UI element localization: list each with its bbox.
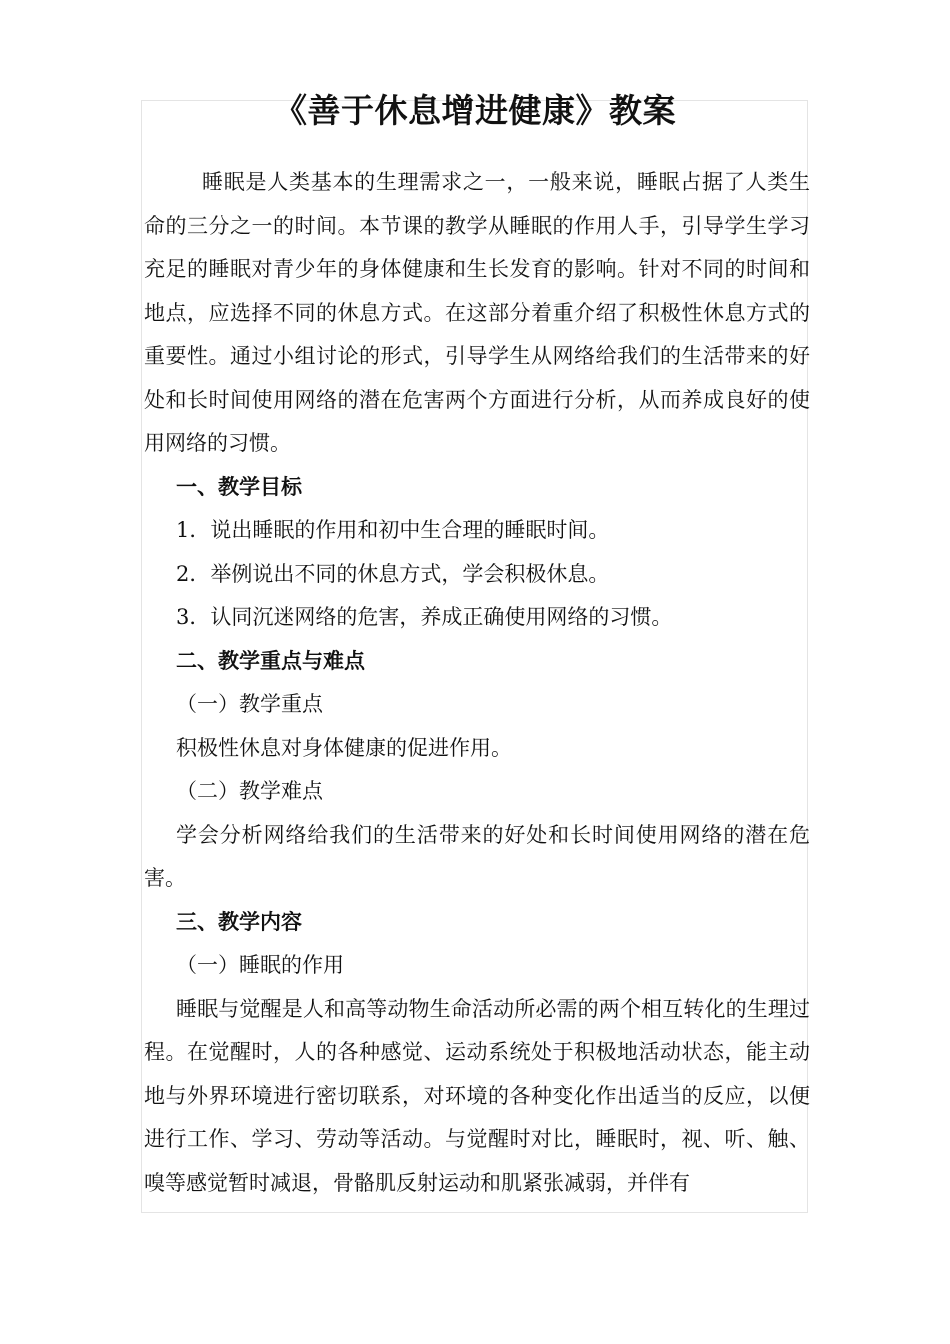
document-body (144, 161, 810, 1205)
key-point-text: 积极性休息对身体健康的促进作用。 (176, 735, 512, 760)
difficulty-text: 学会分析网络给我们的生活带来的好处和长时间使用网络的潜在危害。 (144, 822, 810, 890)
objective-item-2: 2．举例说出不同的休息方式，学会积极休息。 (176, 561, 610, 586)
subheading-sleep-function: （一）睡眠的作用 (176, 953, 344, 977)
objective-item-1: 1．说出睡眠的作用和初中生合理的睡眠时间。 (176, 518, 610, 542)
document-title: 《善于休息增进健康》教案 (274, 91, 676, 130)
sleep-function-text: 睡眠与觉醒是人和高等动物生命活动所必需的两个相互转化的生理过程。在觉醒时，人的各种感觉、运动系统处于积极地活动状态，能主动地与外界环境进行密切联系，对环境的各种变化作出适当的反应，以便进行工作、学习、劳动等活动。与觉醒时对比，睡眠时，视、听、触、嗅等感觉暂时减退，骨骼肌反射运动和肌紧张减弱，并伴有 (144, 996, 810, 1195)
section-heading-content: 三、教学内容 (176, 909, 302, 934)
intro-paragraph: 睡眠是人类基本的生理需求之一，一般来说，睡眠占据了人类生命的三分之一的时间。本节课的教学从睡眠的作用人手，引导学生学习充足的睡眠对青少年的身体健康和生长发育的影响。针对不同的时间和地点，应选择不同的休息方式。在这部分着重介绍了积极性休息方式的重要性。通过小组讨论的形式，引导学生从网络给我们的生活带来的好处和长时间使用网络的潜在危害两个方面进行分析，从而养成良好的使用网络的习惯。 (144, 170, 810, 455)
subheading-difficulty: （二）教学难点 (176, 779, 323, 803)
section-heading-objectives: 一、教学目标 (176, 474, 302, 499)
section-heading-key-points: 二、教学重点与难点 (176, 648, 365, 673)
subheading-key-point: （一）教学重点 (176, 692, 323, 716)
objective-item-3: 3．认同沉迷网络的危害，养成正确使用网络的习惯。 (176, 605, 673, 629)
